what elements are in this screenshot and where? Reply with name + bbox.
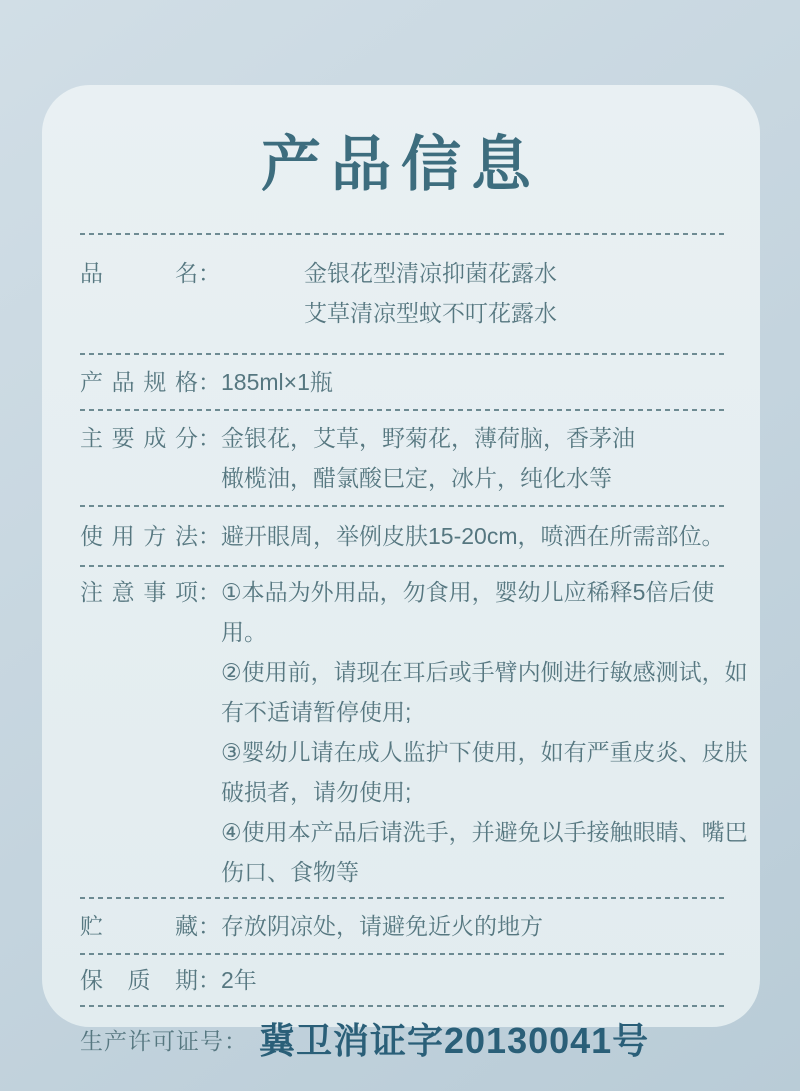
field-value [221, 572, 755, 892]
field-label [80, 1021, 247, 1061]
colon: ： [198, 579, 221, 605]
value-line: ①本品为外用品，勿食用，婴幼儿应稀释5倍后使用。 [221, 579, 715, 645]
value-line: 避开眼周，举例皮肤15-20cm，喷洒在所需部位。 [221, 523, 725, 549]
row-product-name [80, 235, 755, 353]
field-value [221, 253, 755, 333]
colon: ： [198, 369, 221, 395]
field-label-text: 品名 [80, 260, 198, 286]
row-ingredients [80, 411, 755, 505]
field-value [221, 362, 755, 402]
dashed-divider [80, 353, 728, 355]
product-info-title: 产品信息 [261, 131, 541, 198]
value-line: 艾草清凉型蚊不叮花露水 [304, 300, 557, 326]
colon: ： [198, 260, 221, 286]
dashed-divider [80, 233, 728, 235]
field-label-text: 贮藏 [80, 913, 198, 939]
product-info-card [42, 85, 760, 1061]
field-label-text: 生产许可证号 [80, 1028, 224, 1054]
value-line: 2年 [221, 967, 257, 993]
field-label [80, 960, 221, 1000]
dashed-divider [80, 409, 728, 411]
row-spec [80, 355, 755, 409]
row-precautions [80, 567, 755, 897]
value-line: 金银花，艾草，野菊花，薄荷脑，香茅油 [221, 425, 635, 451]
value-line: 185ml×1瓶 [221, 369, 333, 395]
row-shelf-life [80, 955, 755, 1005]
field-label-text: 注意事项 [80, 579, 198, 605]
field-label-text: 使用方法 [80, 523, 198, 549]
dashed-divider [80, 505, 728, 507]
colon: ： [224, 1028, 247, 1054]
field-label [80, 572, 221, 612]
value-line: 金银花型清凉抑菌花露水 [304, 260, 557, 286]
row-license-number [80, 1007, 755, 1075]
dashed-divider [80, 953, 728, 955]
field-label [80, 418, 221, 458]
colon: ： [198, 913, 221, 939]
field-label [80, 253, 221, 293]
field-label [80, 362, 221, 402]
row-usage [80, 507, 755, 565]
field-value [221, 516, 755, 556]
field-label [80, 516, 221, 556]
field-value [221, 418, 755, 498]
field-value [221, 906, 755, 946]
field-value [221, 960, 755, 1000]
dashed-divider [80, 897, 728, 899]
value-line: 存放阴凉处，请避免近火的地方 [221, 913, 543, 939]
colon: ： [198, 967, 221, 993]
value-line: ②使用前，请现在耳后或手臂内侧进行敏感测试，如有不适请暂停使用; [221, 659, 748, 725]
license-number: 冀卫消证字20130041号 [259, 1020, 650, 1061]
row-storage [80, 899, 755, 953]
field-label-text: 产品规格 [80, 369, 198, 395]
field-label-text: 保质期 [80, 967, 198, 993]
value-line: ④使用本产品后请洗手，并避免以手接触眼睛、嘴巴伤口、食物等 [221, 819, 748, 885]
field-label-text: 主要成分 [80, 425, 198, 451]
field-label [80, 906, 221, 946]
colon: ： [198, 425, 221, 451]
dashed-divider [80, 565, 728, 567]
value-line: 橄榄油，醋氯酸巳定，冰片，纯化水等 [221, 465, 612, 491]
dashed-divider [80, 1005, 728, 1007]
value-line: ③婴幼儿请在成人监护下使用，如有严重皮炎、皮肤破损者，请勿使用; [221, 739, 748, 805]
colon: ： [198, 523, 221, 549]
